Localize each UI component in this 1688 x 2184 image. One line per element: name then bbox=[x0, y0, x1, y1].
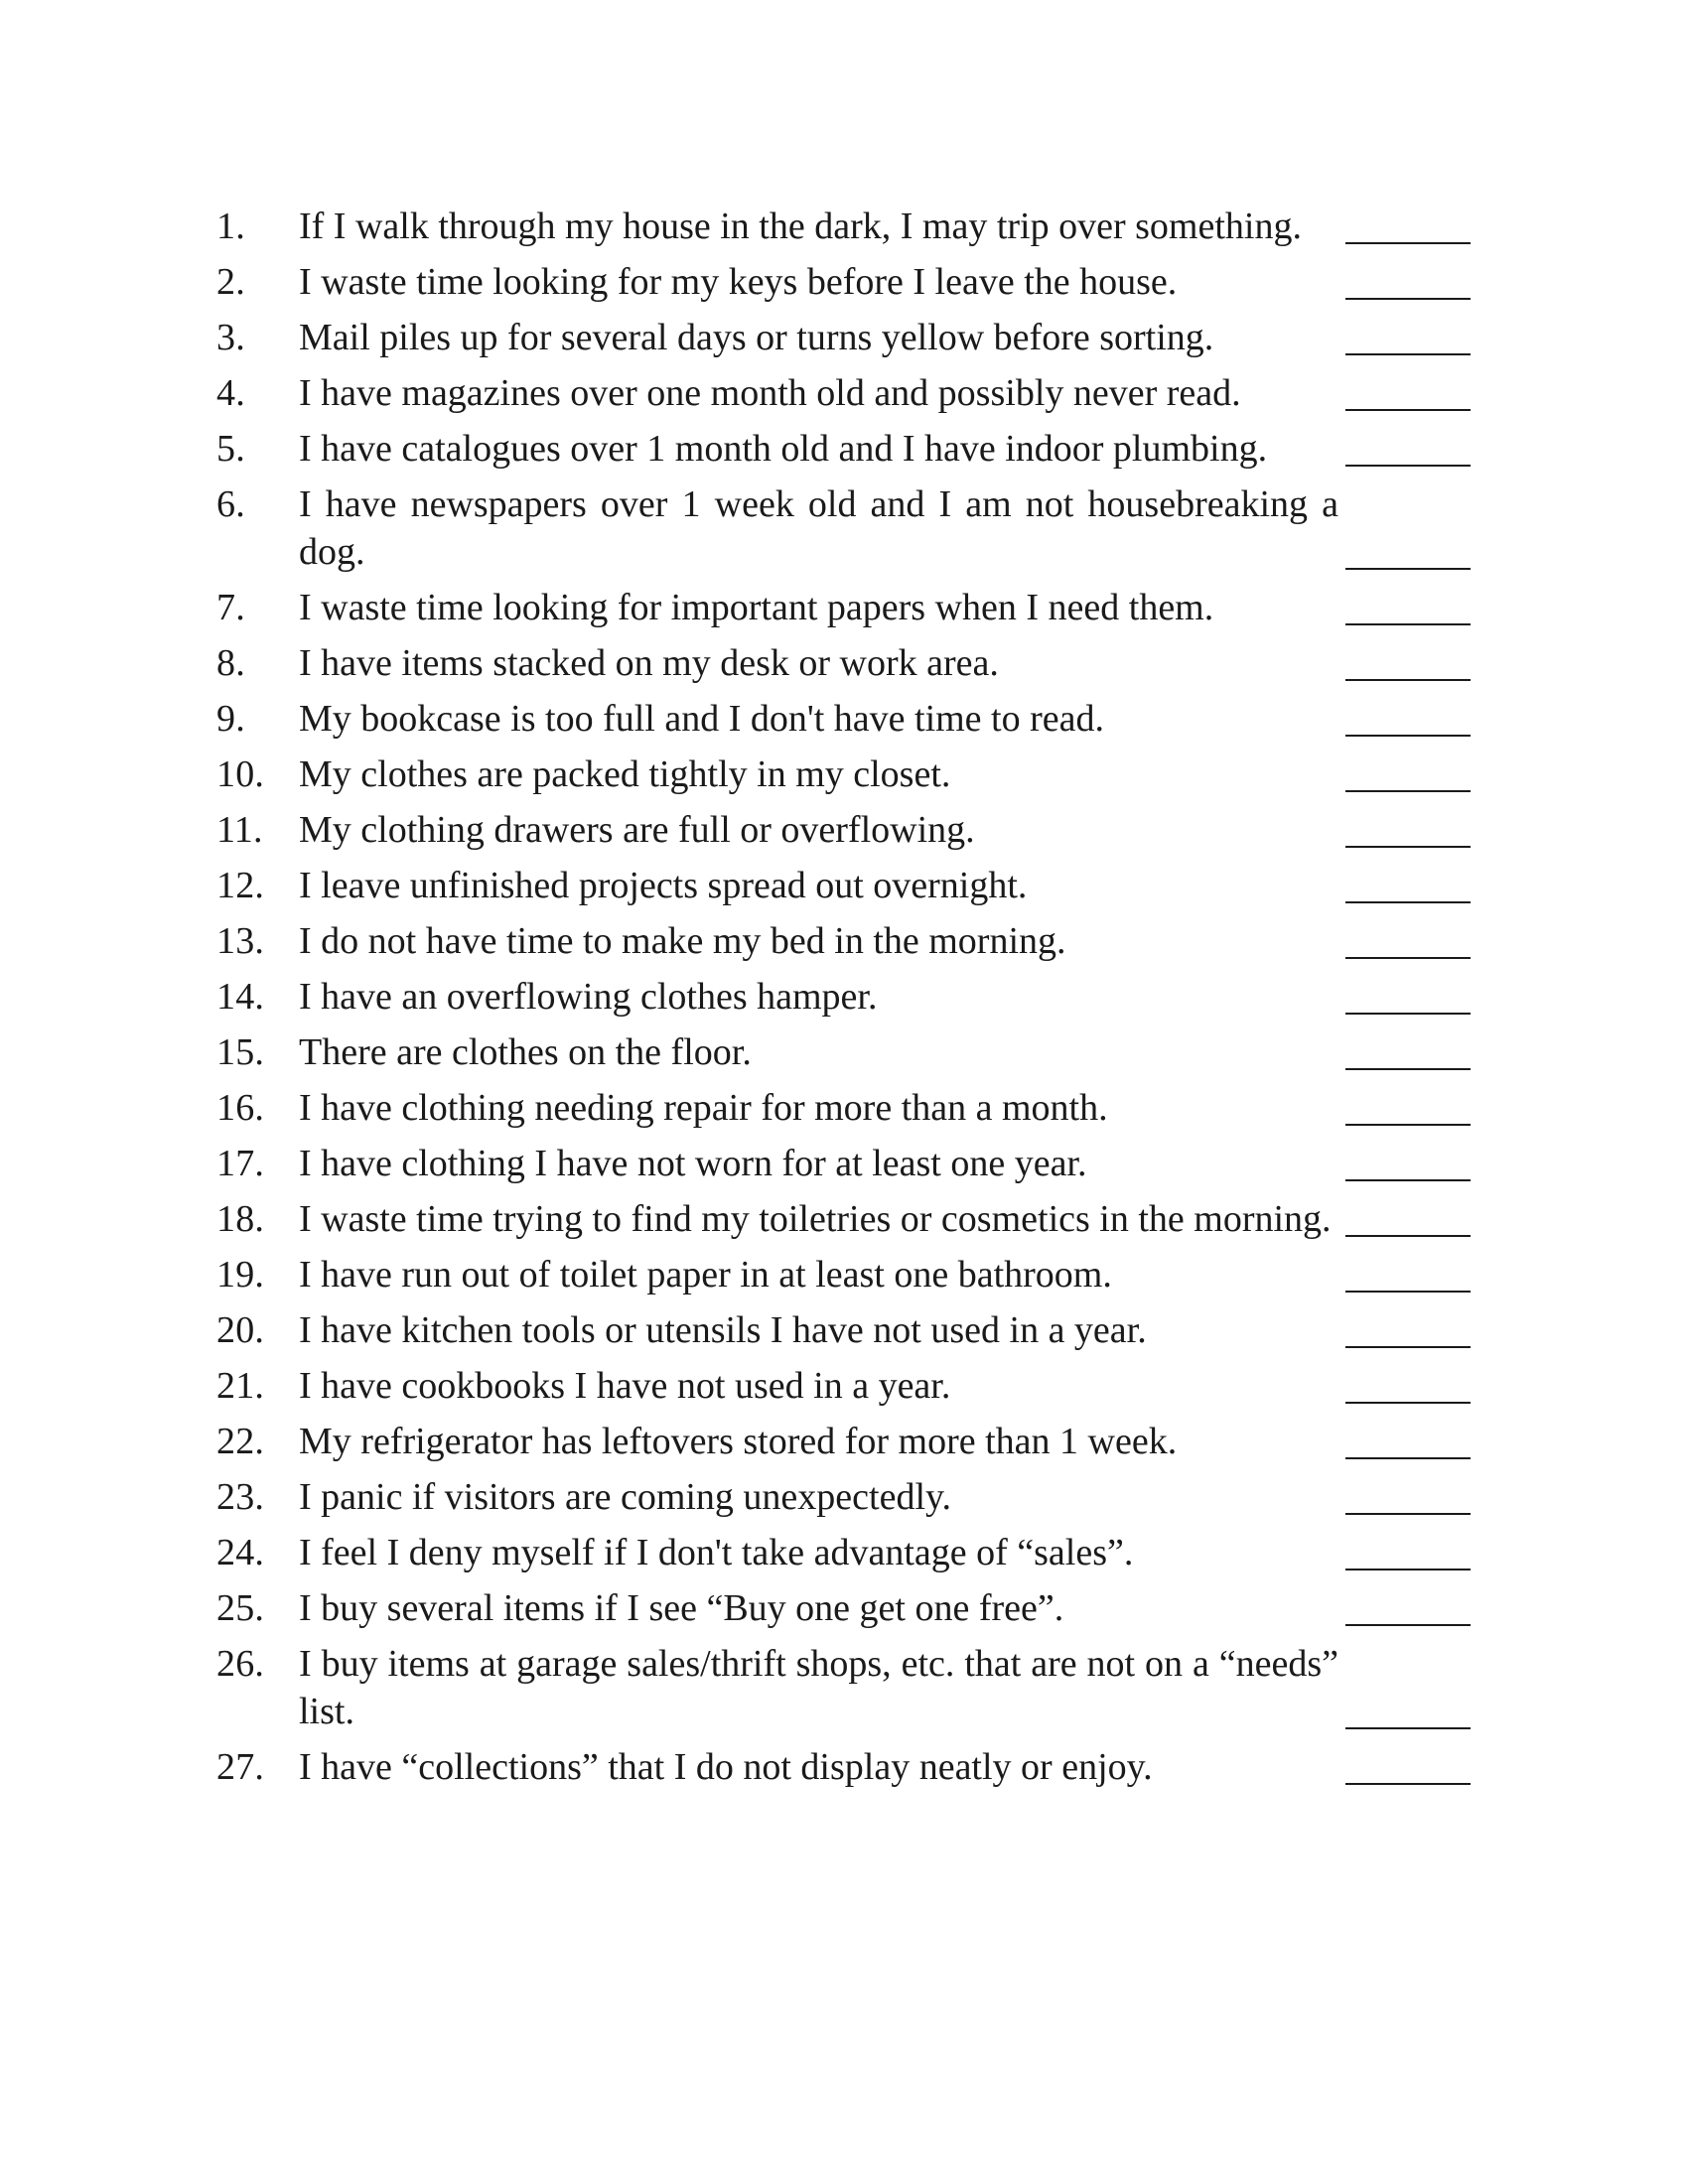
answer-blank[interactable] bbox=[1345, 318, 1471, 355]
question-text: My clothes are packed tightly in my closet. bbox=[299, 753, 951, 795]
question-item bbox=[216, 1140, 1470, 1187]
answer-blank[interactable] bbox=[1345, 262, 1471, 300]
question-item bbox=[216, 1251, 1470, 1298]
question-list bbox=[216, 203, 1470, 1799]
answer-blank[interactable] bbox=[1345, 1692, 1471, 1729]
question-number: 19. bbox=[216, 1254, 265, 1296]
question-text: I have kitchen tools or utensils I have not used in a year. bbox=[299, 1309, 1147, 1351]
question-item bbox=[216, 1028, 1470, 1076]
answer-blank[interactable] bbox=[1345, 1366, 1471, 1404]
question-number: 9. bbox=[216, 698, 245, 740]
question-number: 23. bbox=[216, 1476, 265, 1518]
question-number: 10. bbox=[216, 753, 265, 795]
question-number: 3. bbox=[216, 317, 245, 358]
question-item bbox=[216, 1584, 1470, 1632]
question-text: I buy items at garage sales/thrift shops, etc. that are not on a “needs” list. bbox=[299, 1643, 1338, 1732]
answer-blank[interactable] bbox=[1345, 699, 1471, 737]
answer-blank[interactable] bbox=[1345, 921, 1471, 959]
question-text: I have magazines over one month old and possibly never read. bbox=[299, 372, 1241, 414]
question-item bbox=[216, 369, 1470, 417]
question-text: I waste time trying to find my toiletries or cosmetics in the morning. bbox=[299, 1198, 1332, 1240]
question-text: I buy several items if I see “Buy one get one free”. bbox=[299, 1587, 1064, 1629]
question-text: I have clothing needing repair for more than a month. bbox=[299, 1087, 1108, 1129]
question-text: There are clothes on the floor. bbox=[299, 1031, 752, 1073]
question-text: I panic if visitors are coming unexpectedly. bbox=[299, 1476, 952, 1518]
question-number: 13. bbox=[216, 920, 265, 962]
question-number: 20. bbox=[216, 1309, 265, 1351]
answer-blank[interactable] bbox=[1345, 1032, 1471, 1070]
question-item bbox=[216, 973, 1470, 1021]
answer-blank[interactable] bbox=[1345, 206, 1471, 244]
question-text: I have clothing I have not worn for at least one year. bbox=[299, 1143, 1087, 1184]
answer-blank[interactable] bbox=[1345, 754, 1471, 792]
question-text: I waste time looking for my keys before I leave the house. bbox=[299, 261, 1178, 303]
answer-blank[interactable] bbox=[1345, 1255, 1471, 1293]
question-number: 26. bbox=[216, 1643, 265, 1685]
question-item bbox=[216, 480, 1470, 576]
question-item bbox=[216, 862, 1470, 909]
question-number: 15. bbox=[216, 1031, 265, 1073]
question-number: 2. bbox=[216, 261, 245, 303]
question-item bbox=[216, 1529, 1470, 1576]
answer-blank[interactable] bbox=[1345, 1422, 1471, 1459]
answer-blank[interactable] bbox=[1345, 429, 1471, 467]
answer-blank[interactable] bbox=[1345, 977, 1471, 1015]
question-number: 4. bbox=[216, 372, 245, 414]
question-number: 17. bbox=[216, 1143, 265, 1184]
question-text: I have newspapers over 1 week old and I am not housebreaking a dog. bbox=[299, 483, 1338, 573]
answer-blank[interactable] bbox=[1345, 1588, 1471, 1626]
question-text: If I walk through my house in the dark, I may trip over something. bbox=[299, 205, 1302, 247]
question-item bbox=[216, 1306, 1470, 1354]
question-item bbox=[216, 314, 1470, 361]
question-number: 16. bbox=[216, 1087, 265, 1129]
question-number: 6. bbox=[216, 483, 245, 525]
question-number: 25. bbox=[216, 1587, 265, 1629]
question-text: I do not have time to make my bed in the morning. bbox=[299, 920, 1066, 962]
question-item bbox=[216, 751, 1470, 798]
question-text: I have items stacked on my desk or work area. bbox=[299, 642, 999, 684]
question-text: I waste time looking for important papers when I need them. bbox=[299, 587, 1214, 628]
answer-blank[interactable] bbox=[1345, 810, 1471, 848]
answer-blank[interactable] bbox=[1345, 1310, 1471, 1348]
question-number: 24. bbox=[216, 1532, 265, 1573]
question-item bbox=[216, 806, 1470, 854]
answer-blank[interactable] bbox=[1345, 1747, 1471, 1785]
question-text: I leave unfinished projects spread out overnight. bbox=[299, 865, 1028, 906]
question-item bbox=[216, 258, 1470, 306]
question-item bbox=[216, 1195, 1470, 1243]
answer-blank[interactable] bbox=[1345, 1199, 1471, 1237]
question-text: I have cookbooks I have not used in a year. bbox=[299, 1365, 951, 1407]
answer-blank[interactable] bbox=[1345, 588, 1471, 625]
question-text: I have “collections” that I do not display neatly or enjoy. bbox=[299, 1746, 1153, 1788]
question-text: I feel I deny myself if I don't take advantage of “sales”. bbox=[299, 1532, 1134, 1573]
answer-blank[interactable] bbox=[1345, 1533, 1471, 1570]
question-item bbox=[216, 1418, 1470, 1465]
question-text: Mail piles up for several days or turns yellow before sorting. bbox=[299, 317, 1214, 358]
question-item bbox=[216, 1362, 1470, 1410]
answer-blank[interactable] bbox=[1345, 866, 1471, 903]
question-item bbox=[216, 203, 1470, 250]
question-number: 8. bbox=[216, 642, 245, 684]
question-number: 11. bbox=[216, 809, 263, 851]
question-text: My refrigerator has leftovers stored for more than 1 week. bbox=[299, 1421, 1178, 1462]
question-item bbox=[216, 917, 1470, 965]
question-number: 12. bbox=[216, 865, 265, 906]
question-item bbox=[216, 639, 1470, 687]
question-number: 7. bbox=[216, 587, 245, 628]
question-item bbox=[216, 1640, 1470, 1735]
question-item bbox=[216, 425, 1470, 473]
question-number: 27. bbox=[216, 1746, 265, 1788]
question-number: 18. bbox=[216, 1198, 265, 1240]
answer-blank[interactable] bbox=[1345, 643, 1471, 681]
question-item bbox=[216, 584, 1470, 631]
question-text: I have catalogues over 1 month old and I have indoor plumbing. bbox=[299, 428, 1268, 470]
question-item bbox=[216, 1084, 1470, 1132]
question-text: I have an overflowing clothes hamper. bbox=[299, 976, 878, 1018]
question-text: My bookcase is too full and I don't have time to read. bbox=[299, 698, 1104, 740]
question-text: My clothing drawers are full or overflowing. bbox=[299, 809, 975, 851]
question-item bbox=[216, 695, 1470, 743]
question-item bbox=[216, 1743, 1470, 1791]
answer-blank[interactable] bbox=[1345, 1144, 1471, 1181]
question-number: 1. bbox=[216, 205, 245, 247]
answer-blank[interactable] bbox=[1345, 1088, 1471, 1126]
answer-blank[interactable] bbox=[1345, 373, 1471, 411]
question-item bbox=[216, 1473, 1470, 1521]
question-text: I have run out of toilet paper in at least one bathroom. bbox=[299, 1254, 1112, 1296]
question-number: 5. bbox=[216, 428, 245, 470]
question-number: 14. bbox=[216, 976, 265, 1018]
answer-blank[interactable] bbox=[1345, 532, 1471, 570]
question-number: 21. bbox=[216, 1365, 265, 1407]
answer-blank[interactable] bbox=[1345, 1477, 1471, 1515]
question-number: 22. bbox=[216, 1421, 265, 1462]
